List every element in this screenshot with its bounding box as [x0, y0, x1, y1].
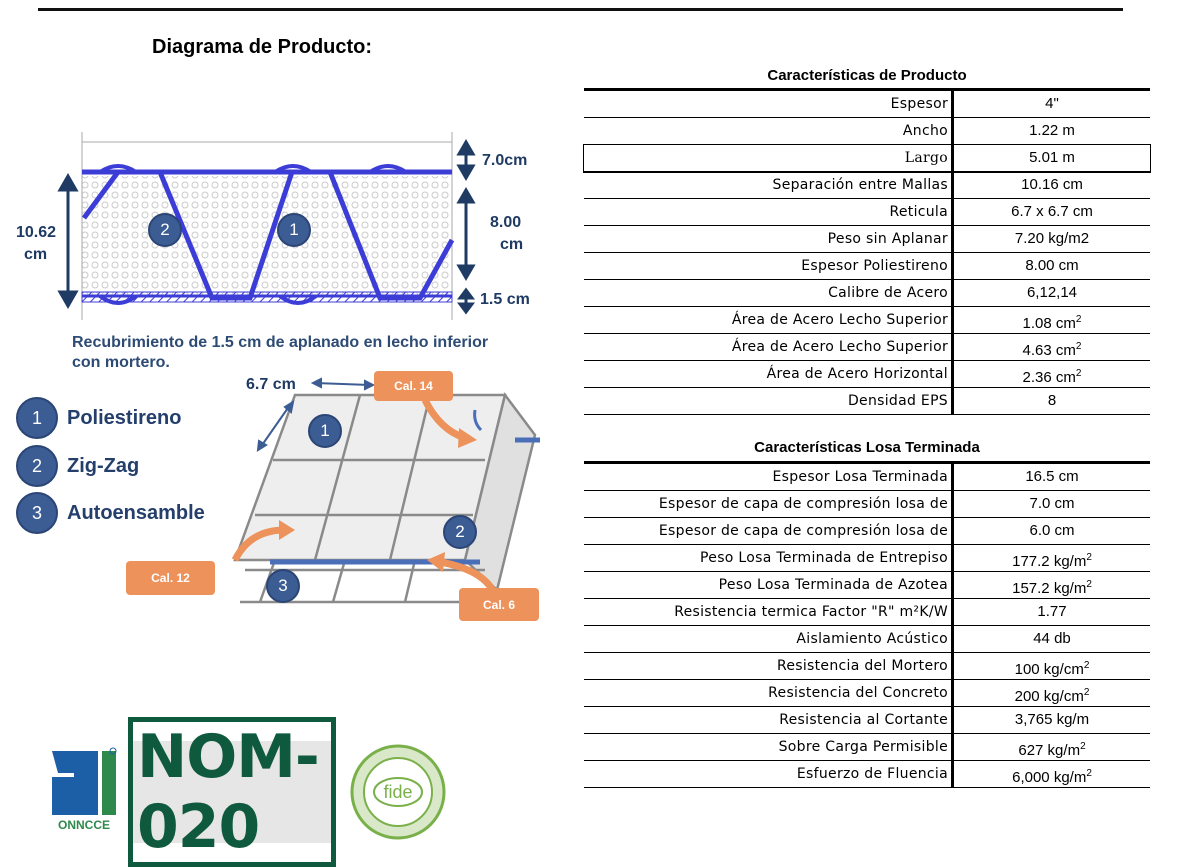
row-label: Densidad EPS: [584, 388, 954, 414]
table-row: [584, 464, 1150, 491]
row-label: Espesor de capa de compresión losa de: [584, 518, 954, 544]
table-row: [584, 253, 1150, 280]
row-value-text: 6.7 x 6.7 cm: [1011, 203, 1093, 220]
row-value: [954, 599, 1150, 625]
row-value-text: 10.16 cm: [1021, 176, 1083, 193]
table-row: [584, 361, 1150, 388]
row-value-text: 627 kg/m: [1018, 742, 1081, 759]
row-label: Resistencia al Cortante: [584, 707, 954, 733]
callout-cal-14: Cal. 14: [374, 371, 453, 401]
row-value: [954, 680, 1150, 706]
nom-020-text: NOM-020: [128, 717, 336, 867]
dim-total-unit: cm: [24, 246, 48, 263]
row-label: Área de Acero Horizontal: [584, 361, 954, 387]
row-value-text: 4.63 cm: [1022, 342, 1076, 359]
slab-table-title: Características Losa Terminada: [754, 439, 980, 456]
svg-text:fide: fide: [383, 782, 413, 802]
mesh-dim-label: 6.7 cm: [246, 376, 296, 393]
row-value-text: 8.00 cm: [1025, 257, 1079, 274]
nom-020-logo: [128, 722, 336, 862]
legend-item-autoensamble: [16, 492, 205, 534]
row-value-superscript: 2: [1086, 579, 1092, 590]
table-row: [584, 199, 1150, 226]
dim-top-label: 7.0cm: [482, 152, 528, 169]
fide-seal-logo: [350, 742, 446, 842]
table-row: [584, 307, 1150, 334]
legend-marker: 1: [16, 397, 58, 439]
row-label: Peso sin Aplanar: [584, 226, 954, 252]
row-label: Espesor Poliestireno: [584, 253, 954, 279]
table-row: [584, 388, 1150, 415]
legend-label: Autoensamble: [67, 501, 205, 524]
callout-cal-6: Cal. 6: [459, 588, 539, 621]
table-row: [584, 226, 1150, 253]
marker-1-section: 1: [277, 213, 311, 247]
row-label: Esfuerzo de Fluencia: [584, 761, 954, 787]
table-row: [584, 734, 1150, 761]
row-value: [954, 545, 1150, 571]
row-value: [954, 253, 1150, 279]
row-value-text: 6,000 kg/m: [1012, 769, 1087, 786]
table-row: [584, 145, 1150, 172]
panel-3d-illustration: [215, 370, 555, 610]
table-row: [584, 680, 1150, 707]
row-value-superscript: 2: [1083, 687, 1090, 698]
table-row: [584, 280, 1150, 307]
row-value: [954, 118, 1150, 144]
dim-mid-label: 8.00: [490, 214, 522, 231]
row-value-text: 4": [1045, 95, 1059, 112]
row-value: [954, 572, 1150, 598]
row-label: Espesor de capa de compresión losa de: [584, 491, 954, 517]
row-value-text: 7.0 cm: [1029, 495, 1075, 512]
table-row: [584, 91, 1150, 118]
table-row: [584, 626, 1150, 653]
row-value-text: 8: [1047, 392, 1057, 409]
row-value-text: 3,765 kg/m: [1014, 711, 1090, 728]
marker-2-panel: 2: [443, 515, 477, 549]
row-value: [954, 280, 1150, 306]
row-label: Peso Losa Terminada de Entrepiso: [584, 545, 954, 571]
row-value: [954, 361, 1150, 387]
row-value-superscript: 2: [1080, 741, 1086, 752]
diagram-title: Diagrama de Producto:: [152, 36, 373, 58]
cover-note-line2: con mortero.: [72, 354, 170, 371]
row-label: Aislamiento Acústico: [584, 626, 954, 652]
row-value-text: 100 kg/cm: [1014, 661, 1084, 678]
row-value: [954, 464, 1150, 490]
legend-label: Zig-Zag: [67, 454, 140, 477]
marker-3-panel: 3: [266, 569, 300, 603]
row-value-text: 157.2 kg/m: [1012, 580, 1087, 597]
product-table-title: Características de Producto: [767, 67, 967, 84]
table-row: [584, 118, 1150, 145]
row-value: [954, 388, 1150, 414]
row-label: Ancho: [584, 118, 954, 144]
row-value-text: 16.5 cm: [1025, 468, 1079, 485]
marker-2-section: 2: [148, 213, 182, 247]
table-row: [584, 707, 1150, 734]
legend-item-poliestireno: [16, 397, 181, 439]
row-value: [954, 91, 1150, 117]
row-value: [954, 626, 1150, 652]
row-value-text: 1.77: [1037, 603, 1067, 620]
table-row: [584, 653, 1150, 680]
row-value-superscript: 2: [1075, 314, 1082, 325]
row-label: Resistencia del Concreto: [584, 680, 954, 706]
onncce-logo: [50, 747, 118, 833]
row-value-text: 200 kg/cm: [1014, 688, 1084, 705]
row-value: [954, 518, 1150, 544]
row-value-text: 1.08 cm: [1022, 315, 1076, 332]
row-value: [954, 307, 1150, 333]
row-label: Espesor: [584, 91, 954, 117]
row-label: Área de Acero Lecho Superior: [584, 334, 954, 360]
callout-cal-12: Cal. 12: [126, 561, 215, 595]
table-row: [584, 545, 1150, 572]
svg-text:ONNCCE: ONNCCE: [57, 818, 111, 832]
product-table: [584, 88, 1150, 415]
row-value: [954, 226, 1150, 252]
row-value-text: 1.22 m: [1029, 122, 1075, 139]
table-row: [584, 172, 1150, 199]
row-value: [954, 334, 1150, 360]
table-row: [584, 491, 1150, 518]
dim-bottom-label: 1.5 cm: [480, 291, 530, 308]
row-value-superscript: 2: [1083, 660, 1090, 671]
row-value: [954, 734, 1150, 760]
cover-note: [72, 333, 488, 373]
marker-1-panel: 1: [308, 414, 342, 448]
row-value: [954, 145, 1150, 171]
legend-item-zigzag: [16, 445, 139, 487]
row-value-superscript: 2: [1086, 552, 1092, 563]
row-value: [954, 761, 1150, 787]
cover-note-line1: Recubrimiento de 1.5 cm de aplanado en lecho inferior: [72, 334, 489, 351]
row-value: [954, 172, 1150, 198]
table-row: [584, 334, 1150, 361]
row-value-text: 5.01 m: [1029, 149, 1075, 166]
row-value-text: 44 db: [1033, 630, 1071, 647]
row-label: Espesor Losa Terminada: [584, 464, 954, 490]
dim-mid-unit: cm: [500, 236, 524, 253]
row-value-superscript: 2: [1086, 768, 1092, 779]
row-value: [954, 707, 1150, 733]
row-value: [954, 653, 1150, 679]
table-row: [584, 599, 1150, 626]
row-label: Resistencia termica Factor "R" m²K/W: [584, 599, 954, 625]
table-row: [584, 572, 1150, 599]
row-value: [954, 491, 1150, 517]
row-value-text: 6,12,14: [1026, 284, 1078, 301]
row-value-superscript: 2: [1075, 368, 1082, 379]
row-label: Largo: [584, 145, 954, 171]
legend-marker: 3: [16, 492, 58, 534]
table-row: [584, 761, 1150, 788]
row-label: Reticula: [584, 199, 954, 225]
row-label: Calibre de Acero: [584, 280, 954, 306]
row-value: [954, 199, 1150, 225]
row-value-text: 6.0 cm: [1029, 522, 1075, 539]
row-value-superscript: 2: [1075, 341, 1082, 352]
row-label: Separación entre Mallas: [584, 172, 954, 198]
row-label: Peso Losa Terminada de Azotea: [584, 572, 954, 598]
top-rule: [38, 8, 1123, 11]
table-row: [584, 518, 1150, 545]
row-value-text: 177.2 kg/m: [1012, 553, 1087, 570]
row-value-text: 2.36 cm: [1022, 369, 1076, 386]
slab-table: [584, 461, 1150, 788]
dim-total-label: 10.62: [16, 224, 57, 241]
row-label: Resistencia del Mortero: [584, 653, 954, 679]
row-label: Área de Acero Lecho Superior: [584, 307, 954, 333]
legend-label: Poliestireno: [67, 406, 182, 429]
legend-marker: 2: [16, 445, 58, 487]
row-label: Sobre Carga Permisible: [584, 734, 954, 760]
row-value-text: 7.20 kg/m2: [1014, 230, 1090, 247]
